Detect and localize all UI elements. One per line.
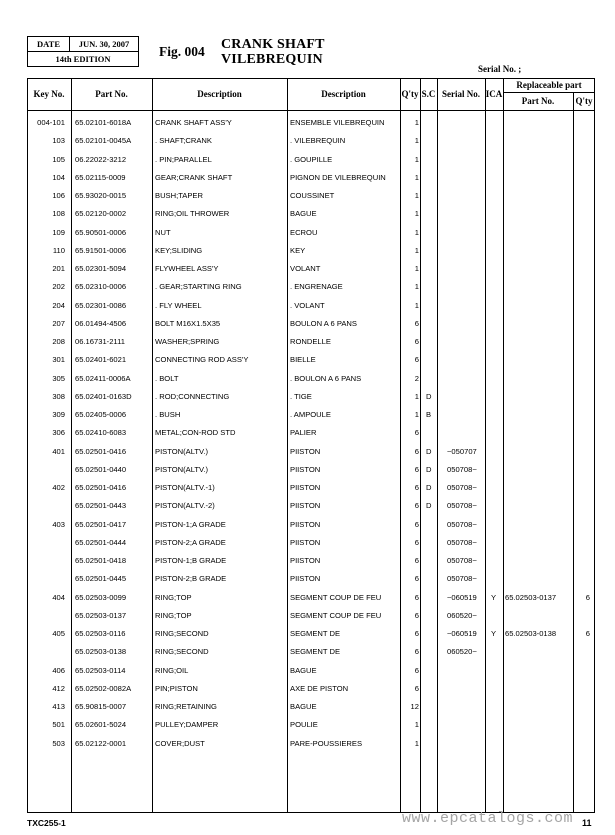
part-no-cell: 65.02401-0163D bbox=[75, 391, 132, 401]
qty-cell: 6 bbox=[414, 592, 419, 602]
table-row bbox=[0, 388, 615, 406]
description-fr-cell: SEGMENT DE bbox=[290, 629, 341, 638]
qty-cell: 1 bbox=[414, 118, 419, 127]
description-cell: BOLT M16X1.5X35 bbox=[155, 318, 221, 328]
col-header-part-no: Part No. bbox=[95, 89, 128, 99]
key-no-cell: 105 bbox=[52, 154, 65, 164]
key-no-cell: 104 bbox=[52, 172, 65, 182]
qty-cell: 1 bbox=[414, 720, 419, 730]
description-fr-cell: ECROU bbox=[290, 227, 318, 237]
table-row bbox=[0, 461, 615, 479]
replaceable-qty-cell: 6 bbox=[585, 629, 590, 638]
table-row bbox=[0, 643, 615, 661]
description-cell: . SHAFT;CRANK bbox=[155, 136, 212, 146]
part-no-cell: 65.02503-0099 bbox=[75, 592, 127, 602]
description-fr-cell: PIISTON bbox=[290, 574, 321, 584]
part-no-cell: 65.02502-0082A bbox=[75, 683, 132, 693]
table-row bbox=[0, 205, 615, 223]
sc-cell: D bbox=[426, 501, 432, 511]
part-no-cell: 65.02503-0114 bbox=[75, 665, 126, 675]
description-fr-cell: . VOLANT bbox=[290, 300, 325, 310]
serial-no-cell: 050708~ bbox=[447, 537, 477, 547]
serial-no-cell: 050708~ bbox=[447, 574, 477, 584]
table-row bbox=[0, 680, 615, 698]
description-fr-cell: . GOUPILLE bbox=[290, 154, 333, 164]
description-cell: . BUSH bbox=[155, 410, 181, 419]
qty-cell: 6 bbox=[414, 647, 419, 657]
page-title-french: VILEBREQUIN bbox=[221, 52, 323, 67]
date-label: DATE bbox=[28, 37, 70, 51]
col-header-replaceable-qty: Q'ty bbox=[575, 96, 593, 106]
description-fr-cell: POULIE bbox=[290, 720, 318, 730]
col-header-replaceable-part: Replaceable part bbox=[516, 80, 582, 90]
part-no-cell: 65.02401-6021 bbox=[75, 355, 127, 365]
description-fr-cell: . BOULON A 6 PANS bbox=[290, 373, 362, 383]
part-no-cell: 65.02101-6018A bbox=[75, 118, 132, 127]
key-no-cell: 301 bbox=[52, 355, 65, 365]
qty-cell: 6 bbox=[414, 337, 419, 346]
ica-cell: Y bbox=[491, 592, 497, 602]
table-row bbox=[0, 260, 615, 278]
part-no-cell: 65.02301-5094 bbox=[75, 264, 127, 273]
description-fr-cell: PIISTON bbox=[290, 464, 321, 474]
edition-box bbox=[27, 36, 139, 67]
serial-no-cell: 050708~ bbox=[447, 556, 477, 565]
description-cell: KEY;SLIDING bbox=[155, 245, 203, 255]
description-cell: RING;SECOND bbox=[155, 647, 209, 657]
table-row bbox=[0, 570, 615, 588]
part-no-cell: 06.01494-4506 bbox=[75, 318, 127, 328]
col-header-description: Description bbox=[197, 89, 242, 99]
key-no-cell: 202 bbox=[52, 282, 65, 292]
part-no-cell: 65.93020-0015 bbox=[75, 191, 127, 200]
part-no-cell: 65.02310-0006 bbox=[75, 282, 127, 292]
description-cell: BUSH;TAPER bbox=[155, 191, 203, 200]
col-header-key-no: Key No. bbox=[33, 89, 65, 99]
description-fr-cell: PARE-POUSSIERES bbox=[290, 738, 363, 748]
description-cell: CONNECTING ROD ASS'Y bbox=[155, 355, 249, 365]
qty-cell: 6 bbox=[414, 665, 419, 675]
part-no-cell: 65.02301-0086 bbox=[75, 300, 127, 310]
description-fr-cell: SEGMENT COUP DE FEU bbox=[290, 592, 382, 602]
key-no-cell: 308 bbox=[52, 391, 65, 401]
description-cell: FLYWHEEL ASS'Y bbox=[155, 264, 219, 273]
description-fr-cell: BAGUE bbox=[290, 209, 317, 219]
part-no-cell: 65.02503-0116 bbox=[75, 629, 126, 638]
part-no-cell: 65.02503-0138 bbox=[75, 647, 127, 657]
serial-no-cell: ~060519 bbox=[447, 629, 477, 638]
description-cell: . PIN;PARALLEL bbox=[155, 154, 212, 164]
key-no-cell: 103 bbox=[52, 136, 65, 146]
description-cell: PISTON-1;A GRADE bbox=[155, 519, 226, 529]
key-no-cell: 004-101 bbox=[37, 118, 65, 127]
description-cell: NUT bbox=[155, 227, 171, 237]
table-row bbox=[0, 479, 615, 497]
page-number: 11 bbox=[582, 818, 592, 828]
description-cell: PISTON-2;A GRADE bbox=[155, 537, 226, 547]
description-cell: . FLY WHEEL bbox=[155, 300, 202, 310]
part-no-cell: 65.02501-0416 bbox=[75, 446, 127, 456]
table-row bbox=[0, 497, 615, 515]
key-no-cell: 306 bbox=[52, 428, 65, 438]
description-cell: PISTON(ALTV.-1) bbox=[155, 483, 215, 492]
description-cell: RING;OIL THROWER bbox=[155, 209, 230, 219]
table-row bbox=[0, 297, 615, 315]
serial-no-cell: ~060519 bbox=[447, 592, 477, 602]
description-cell: PISTON-2;B GRADE bbox=[155, 574, 227, 584]
description-cell: GEAR;CRANK SHAFT bbox=[155, 172, 233, 182]
description-fr-cell: SEGMENT DE bbox=[290, 647, 341, 657]
key-no-cell: 501 bbox=[52, 720, 65, 730]
serial-no-cell: 050708~ bbox=[447, 464, 477, 474]
table-row bbox=[0, 132, 615, 150]
table-row bbox=[0, 187, 615, 205]
qty-cell: 6 bbox=[414, 574, 419, 584]
description-fr-cell: PIGNON DE VILEBREQUIN bbox=[290, 172, 386, 182]
col-header-serial-no: Serial No. bbox=[442, 89, 480, 99]
description-cell: COVER;DUST bbox=[155, 738, 205, 748]
part-no-cell: 65.02501-0445 bbox=[75, 574, 127, 584]
sc-cell: B bbox=[426, 410, 432, 419]
part-no-cell: 65.02411-0006A bbox=[75, 373, 131, 383]
qty-cell: 6 bbox=[414, 501, 419, 511]
page-title: CRANK SHAFT bbox=[221, 37, 325, 52]
description-cell: PISTON(ALTV.) bbox=[155, 464, 209, 474]
date-value: JUN. 30, 2007 bbox=[78, 39, 130, 49]
table-row bbox=[0, 607, 615, 625]
table-row bbox=[0, 716, 615, 734]
qty-cell: 6 bbox=[414, 428, 419, 438]
description-fr-cell: KEY bbox=[290, 245, 306, 255]
qty-cell: 1 bbox=[414, 264, 419, 273]
serial-no-cell: 050708~ bbox=[447, 483, 477, 492]
table-row bbox=[0, 370, 615, 388]
description-fr-cell: BAGUE bbox=[290, 702, 317, 711]
qty-cell: 6 bbox=[414, 629, 419, 638]
key-no-cell: 109 bbox=[52, 227, 65, 237]
table-row bbox=[0, 351, 615, 369]
watermark: www.epcatalogs.com bbox=[402, 810, 574, 827]
replaceable-part-no-cell: 65.02503-0137 bbox=[505, 592, 557, 602]
description-fr-cell: PALIER bbox=[290, 428, 317, 438]
serial-no-cell: 050708~ bbox=[447, 519, 477, 529]
sc-cell: D bbox=[426, 464, 432, 474]
description-cell: RING;SECOND bbox=[155, 629, 209, 638]
qty-cell: 1 bbox=[414, 172, 419, 182]
key-no-cell: 405 bbox=[52, 629, 65, 638]
table-row bbox=[0, 552, 615, 570]
description-cell: RING;TOP bbox=[155, 610, 192, 620]
qty-cell: 1 bbox=[414, 227, 419, 237]
qty-cell: 6 bbox=[414, 610, 419, 620]
table-row bbox=[0, 333, 615, 351]
figure-number: Fig. 004 bbox=[159, 44, 205, 59]
description-fr-cell: COUSSINET bbox=[290, 191, 335, 200]
edition-label: 14th EDITION bbox=[55, 54, 111, 64]
qty-cell: 6 bbox=[414, 318, 419, 328]
description-cell: RING;TOP bbox=[155, 592, 192, 602]
part-no-cell: 65.02122-0001 bbox=[75, 738, 127, 748]
table-row bbox=[0, 735, 615, 753]
key-no-cell: 110 bbox=[52, 245, 65, 255]
sc-cell: D bbox=[426, 483, 432, 492]
description-fr-cell: . AMPOULE bbox=[290, 410, 331, 419]
table-row bbox=[0, 242, 615, 260]
description-fr-cell: VOLANT bbox=[290, 264, 321, 273]
qty-cell: 1 bbox=[414, 282, 419, 292]
description-cell: . BOLT bbox=[155, 373, 179, 383]
description-fr-cell: BAGUE bbox=[290, 665, 317, 675]
description-cell: PIN;PISTON bbox=[155, 683, 198, 693]
qty-cell: 1 bbox=[414, 209, 419, 219]
key-no-cell: 503 bbox=[52, 738, 65, 748]
description-fr-cell: PIISTON bbox=[290, 537, 321, 547]
replaceable-divider bbox=[503, 92, 595, 93]
col-header-qty: Q'ty bbox=[401, 89, 419, 99]
ica-cell: Y bbox=[491, 629, 497, 638]
description-cell: . GEAR;STARTING RING bbox=[155, 282, 242, 292]
part-no-cell: 65.02503-0137 bbox=[75, 610, 127, 620]
part-no-cell: 65.02501-0417 bbox=[75, 519, 127, 529]
key-no-cell: 403 bbox=[52, 519, 65, 529]
part-no-cell: 65.02501-0416 bbox=[75, 483, 127, 492]
replaceable-part-no-cell: 65.02503-0138 bbox=[505, 629, 557, 638]
col-header-ica: ICA bbox=[485, 89, 503, 99]
description-fr-cell: . ENGRENAGE bbox=[290, 282, 343, 292]
description-cell: RING;RETAINING bbox=[155, 702, 217, 711]
qty-cell: 1 bbox=[414, 245, 419, 255]
header-divider bbox=[27, 110, 595, 111]
description-fr-cell: BIELLE bbox=[290, 355, 316, 365]
key-no-cell: 406 bbox=[52, 665, 65, 675]
table-row bbox=[0, 443, 615, 461]
key-no-cell: 305 bbox=[52, 373, 65, 383]
table-row bbox=[0, 114, 615, 132]
sc-cell: D bbox=[426, 391, 432, 401]
part-no-cell: 65.02501-0418 bbox=[75, 556, 127, 565]
key-no-cell: 204 bbox=[52, 300, 65, 310]
description-fr-cell: PIISTON bbox=[290, 556, 321, 565]
qty-cell: 6 bbox=[414, 446, 419, 456]
description-fr-cell: SEGMENT COUP DE FEU bbox=[290, 610, 382, 620]
qty-cell: 6 bbox=[414, 519, 419, 529]
table-row bbox=[0, 625, 615, 643]
col-header-replaceable-part-no: Part No. bbox=[521, 96, 555, 106]
description-cell: PISTON-1;B GRADE bbox=[155, 556, 227, 565]
description-cell: CRANK SHAFT ASS'Y bbox=[155, 118, 232, 127]
qty-cell: 1 bbox=[414, 391, 419, 401]
qty-cell: 6 bbox=[414, 464, 419, 474]
qty-cell: 6 bbox=[414, 556, 419, 565]
key-no-cell: 404 bbox=[52, 592, 65, 602]
table-row bbox=[0, 224, 615, 242]
part-no-cell: 65.90815-0007 bbox=[75, 702, 127, 711]
table-row bbox=[0, 534, 615, 552]
description-fr-cell: . VILEBREQUIN bbox=[290, 136, 346, 146]
qty-cell: 6 bbox=[414, 355, 419, 365]
table-row bbox=[0, 516, 615, 534]
qty-cell: 12 bbox=[410, 702, 419, 711]
key-no-cell: 309 bbox=[52, 410, 65, 419]
table-row bbox=[0, 424, 615, 442]
description-fr-cell: PIISTON bbox=[290, 501, 321, 511]
date-row bbox=[28, 37, 138, 52]
qty-cell: 1 bbox=[414, 154, 419, 164]
key-no-cell: 201 bbox=[52, 264, 65, 273]
key-no-cell: 208 bbox=[52, 337, 65, 346]
description-fr-cell: PIISTON bbox=[290, 446, 321, 456]
qty-cell: 6 bbox=[414, 537, 419, 547]
qty-cell: 1 bbox=[414, 191, 419, 200]
sc-cell: D bbox=[426, 446, 432, 456]
description-fr-cell: . TIGE bbox=[290, 391, 312, 401]
description-fr-cell: AXE DE PISTON bbox=[290, 683, 349, 693]
part-no-cell: 65.02501-0444 bbox=[75, 537, 127, 547]
serial-no-cell: ~050707 bbox=[447, 446, 477, 456]
col-header-sc: S.C bbox=[421, 89, 436, 99]
serial-no-cell: 050708~ bbox=[447, 501, 477, 511]
qty-cell: 6 bbox=[414, 483, 419, 492]
description-cell: . ROD;CONNECTING bbox=[155, 391, 230, 401]
description-fr-cell: RONDELLE bbox=[290, 337, 331, 346]
description-cell: PULLEY;DAMPER bbox=[155, 720, 219, 730]
part-no-cell: 65.90501-0006 bbox=[75, 227, 127, 237]
qty-cell: 1 bbox=[414, 136, 419, 146]
qty-cell: 1 bbox=[414, 410, 419, 419]
qty-cell: 1 bbox=[414, 738, 419, 748]
key-no-cell: 413 bbox=[52, 702, 65, 711]
key-no-cell: 412 bbox=[52, 683, 65, 693]
col-header-description-fr: Description bbox=[321, 89, 366, 99]
part-no-cell: 65.02501-0440 bbox=[75, 464, 127, 474]
replaceable-qty-cell: 6 bbox=[585, 592, 590, 602]
table-row bbox=[0, 406, 615, 424]
serial-no-cell: 060520~ bbox=[447, 647, 477, 657]
part-no-cell: 65.02501-0443 bbox=[75, 501, 127, 511]
description-fr-cell: ENSEMBLE VILEBREQUIN bbox=[290, 118, 385, 127]
key-no-cell: 106 bbox=[52, 191, 65, 200]
description-fr-cell: PIISTON bbox=[290, 483, 321, 492]
description-fr-cell: PIISTON bbox=[290, 519, 321, 529]
part-no-cell: 65.02601-5024 bbox=[75, 720, 127, 730]
part-no-cell: 65.02405-0006 bbox=[75, 410, 127, 419]
table-row bbox=[0, 315, 615, 333]
table-row bbox=[0, 169, 615, 187]
description-cell: PISTON(ALTV.) bbox=[155, 446, 209, 456]
part-no-cell: 65.02101-0045A bbox=[75, 136, 132, 146]
description-cell: RING;OIL bbox=[155, 665, 189, 675]
table-row bbox=[0, 662, 615, 680]
description-cell: WASHER;SPRING bbox=[155, 337, 220, 346]
key-no-cell: 207 bbox=[52, 318, 65, 328]
description-fr-cell: BOULON A 6 PANS bbox=[290, 318, 357, 328]
description-cell: METAL;CON-ROD STD bbox=[155, 428, 236, 438]
part-no-cell: 65.02120-0002 bbox=[75, 209, 127, 219]
key-no-cell: 402 bbox=[52, 483, 65, 492]
part-no-cell: 65.02115-0009 bbox=[75, 172, 126, 182]
table-row bbox=[0, 589, 615, 607]
description-cell: PISTON(ALTV.-2) bbox=[155, 501, 215, 511]
part-no-cell: 06.16731-2111 bbox=[75, 337, 125, 346]
table-row bbox=[0, 151, 615, 169]
serial-number-label: Serial No. ; bbox=[478, 64, 522, 74]
table-row bbox=[0, 278, 615, 296]
table-row bbox=[0, 698, 615, 716]
part-no-cell: 06.22022-3212 bbox=[75, 154, 127, 164]
key-no-cell: 401 bbox=[52, 446, 65, 456]
serial-no-cell: 060520~ bbox=[447, 610, 477, 620]
qty-cell: 2 bbox=[414, 373, 419, 383]
key-no-cell: 108 bbox=[52, 209, 65, 219]
qty-cell: 6 bbox=[414, 683, 419, 693]
document-code: TXC255-1 bbox=[27, 818, 66, 828]
part-no-cell: 65.02410-6083 bbox=[75, 428, 127, 438]
part-no-cell: 65.91501-0006 bbox=[75, 245, 127, 255]
qty-cell: 1 bbox=[414, 300, 419, 310]
